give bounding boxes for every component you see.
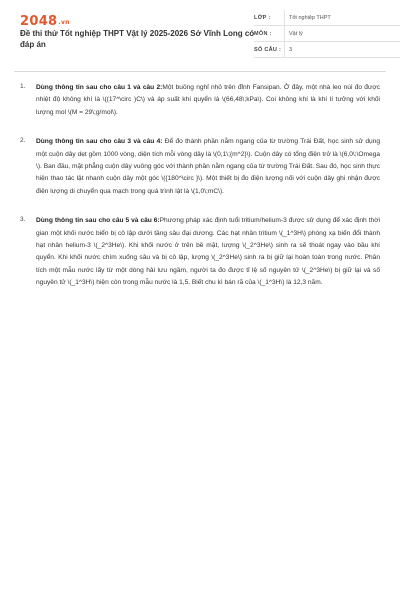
meta-row-subject	[254, 26, 400, 42]
question-number: 3.	[20, 216, 26, 224]
meta-row-class	[254, 10, 400, 26]
meta-value: 3	[284, 42, 400, 57]
question-text: Phương pháp xác định tuổi tritium/helium-3 được sử dụng để xác định thời gian một khối nước biển bị cô lập dưới tầng sâu đại dương. Các hạt nhân tritium \(_1^3H\) phóng xạ biến đổi thành hạt nhân helium-3 \(_2^3He\). Khi khối nước ở trên bề mặt, lượng \(_2^3He\) sinh ra sẽ thoát ngay vào bầu khí quyển. Khi khối nước chìm xuống sâu và bị cô lập, lượng \(_2^3He\) sinh ra bị giữ lại hoàn toàn trong nước. Phân tích một mẫu nước lấy từ một dòng hải lưu ngầm, người ta đo được tỉ lệ số nguyên tử \(_2^3He\) bị giữ lại và số nguyên tử \(_1^3H\) hiện còn trong mẫu nước là 1,5. Biết chu kì bán rã của \(_1^3H\) là 12,3 năm.	[36, 217, 380, 287]
meta-value: Vật lý	[284, 26, 400, 41]
question-list	[20, 82, 380, 307]
question-text: Để đo thành phần nằm ngang của từ trường Trái Đất, học sinh sử dụng một cuộn dây dẹt gồm 1000 vòng, diện tích mỗi vòng dây là \(0,1\;{m^2}\). Cuộn dây có tổng điện trở là \(6,0\;\Omega \). Ban đầu, mặt phẳng cuộn dây vuông góc với thành phần nằm ngang của từ trường Trái Đất. Sau đó, học sinh thực hiện thao tác lật nhanh cuộn dây một góc \({180^\circ }\). Một thiết bị đo điện lượng nối với cuộn dây ghi nhận được điện lượng di chuyển qua mạch trong quá trình lật là \(1,0\;mC\).	[36, 138, 380, 195]
question-lead: Dùng thông tin sau cho câu 3 và câu 4:	[36, 138, 163, 146]
question-lead: Dùng thông tin sau cho câu 1 và câu 2:	[36, 84, 163, 91]
meta-table	[254, 10, 400, 58]
document-title: Đề thi thử Tốt nghiệp THPT Vật lý 2025-2026 Sở Vĩnh Long có đáp án	[20, 29, 255, 49]
question-number: 2.	[20, 137, 26, 145]
site-logo[interactable]	[20, 14, 70, 29]
question-lead: Dùng thông tin sau cho câu 5 và câu 6:	[36, 217, 160, 225]
question-body	[36, 215, 380, 289]
question-body	[36, 136, 380, 198]
meta-value: Tốt nghiệp THPT	[284, 10, 400, 25]
logo-text: 2048	[20, 14, 58, 29]
meta-key: SỐ CÂU :	[254, 46, 282, 53]
meta-key: LỚP :	[254, 14, 271, 21]
question-body	[36, 82, 380, 119]
question-item	[20, 82, 380, 119]
question-number: 1.	[20, 83, 26, 90]
meta-row-question-count	[254, 42, 400, 58]
question-item	[20, 136, 380, 198]
meta-key: MÔN :	[254, 30, 272, 37]
document-header	[14, 0, 386, 72]
question-text: Một buồng nghỉ nhỏ trên đỉnh Fansipan. Ở đây, một nhà leo núi đo được nhiệt độ không khí là \((17^\circ )C\) và áp suất khí quyển là \(66,48\;kPa\). Coi không khí là khí lí tưởng với khối lượng mol \(M = 29\;g/mol\).	[36, 84, 380, 116]
question-item	[20, 215, 380, 289]
logo-tld: .vn	[58, 19, 70, 26]
